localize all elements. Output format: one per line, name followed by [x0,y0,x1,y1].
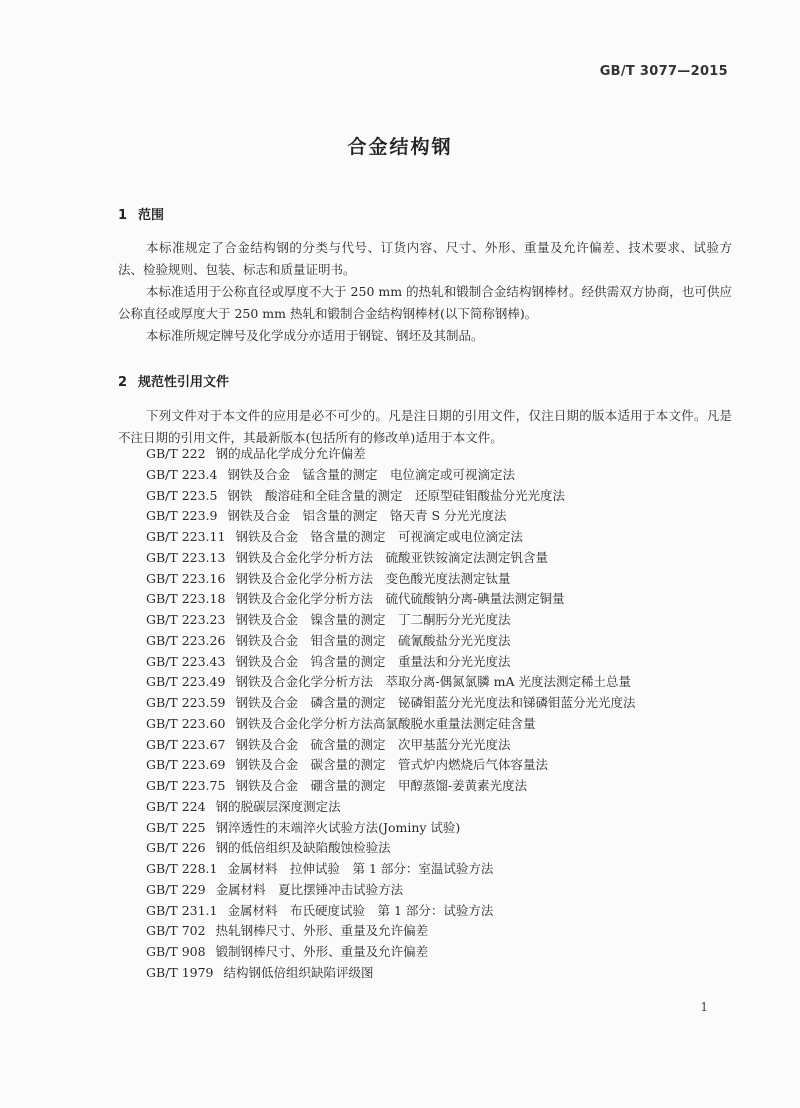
reference-item [146,506,635,527]
reference-title: 钢铁及合金 锰含量的测定 电位滴定或可视滴定法 [227,466,515,482]
reference-code: GB/T 225 [146,819,206,835]
section-number: 2 [118,375,128,390]
reference-code: GB/T 223.5 [146,487,218,503]
reference-title: 钢铁及合金化学分析方法 硫酸亚铁铵滴定法测定钒含量 [235,549,548,565]
reference-title: 钢铁及合金化学分析方法 变色酸光度法测定钛量 [235,570,511,586]
reference-title: 钢铁及合金 铬含量的测定 可视滴定或电位滴定法 [235,529,523,544]
reference-item [146,610,635,631]
section-number: 1 [118,208,128,223]
reference-title: 钢铁及合金 硫含量的测定 次甲基蓝分光光度法 [235,736,511,752]
reference-item [146,631,635,652]
reference-code: GB/T 229 [146,881,206,897]
reference-title: 热轧钢棒尺寸、外形、重量及允许偏差 [215,923,429,939]
reference-code: GB/T 222 [146,446,206,461]
reference-title: 锻制钢棒尺寸、外形、重量及允许偏差 [215,944,429,959]
reference-item [146,589,635,610]
reference-item [146,444,635,465]
reference-title: 钢的低倍组织及缺陷酸蚀检验法 [215,840,391,856]
page-number: 1 [700,1000,708,1014]
reference-title: 钢铁及合金 硼含量的测定 甲醇蒸馏-姜黄素光度法 [235,778,528,793]
section-title: 范围 [138,208,165,223]
reference-item [146,942,635,963]
reference-title: 钢铁及合金 钼含量的测定 硫氰酸盐分光光度法 [235,632,511,648]
reference-title: 钢铁及合金 钨含量的测定 重量法和分光光度法 [235,653,511,669]
reference-code: GB/T 223.18 [146,591,226,607]
standard-number: GB/T 3077—2015 [599,64,728,79]
references-intro-paragraph: 下列文件对于本文件的应用是必不可少的。凡是注日期的引用文件，仅注日期的版本适用于本文件。凡是不注日期的引用文件，其最新版本(包括所有的修改单)适用于本文件。 [118,408,732,445]
reference-item [146,465,635,486]
section-heading-scope [118,204,164,223]
reference-title: 钢铁 酸溶硅和全硅含量的测定 还原型硅钼酸盐分光光度法 [227,487,565,503]
reference-code: GB/T 223.43 [146,653,226,669]
reference-item [146,921,635,942]
reference-title: 结构钢低倍组织缺陷评级图 [223,964,374,980]
reference-code: GB/T 223.11 [146,529,226,544]
reference-title: 钢铁及合金 铝含量的测定 铬天青 S 分光光度法 [227,508,507,524]
reference-code: GB/T 223.69 [146,757,226,773]
reference-title: 钢铁及合金 镍含量的测定 丁二酮肟分光光度法 [235,612,511,627]
reference-item [146,735,635,756]
reference-item [146,755,635,776]
document-title: 合金结构钢 [347,136,453,158]
reference-item [146,880,635,901]
reference-item [146,672,635,693]
section-heading-normative-references [118,371,229,390]
reference-code: GB/T 223.26 [146,632,226,648]
reference-title: 金属材料 拉伸试验 第 1 部分：室温试验方法 [227,861,494,876]
reference-code: GB/T 223.9 [146,508,218,524]
reference-code: GB/T 226 [146,840,206,856]
reference-code: GB/T 231.1 [146,902,218,918]
reference-code: GB/T 223.13 [146,549,226,565]
section-title: 规范性引用文件 [138,375,230,390]
reference-code: GB/T 223.59 [146,695,226,710]
reference-item [146,797,635,818]
reference-item [146,714,635,735]
reference-item [146,901,635,922]
reference-title: 金属材料 夏比摆锤冲击试验方法 [215,881,404,897]
reference-title: 钢的成品化学成分允许偏差 [215,446,366,461]
reference-title: 钢淬透性的末端淬火试验方法(Jominy 试验) [215,819,461,835]
reference-list [146,444,635,984]
reference-code: GB/T 908 [146,944,206,959]
reference-item [146,652,635,673]
reference-item [146,548,635,569]
reference-code: GB/T 223.67 [146,736,226,752]
reference-item [146,486,635,507]
reference-code: GB/T 1979 [146,964,214,980]
reference-title: 钢铁及合金 碳含量的测定 管式炉内燃烧后气体容量法 [235,757,548,773]
reference-title: 钢的脱碳层深度测定法 [215,798,341,814]
reference-code: GB/T 223.60 [146,715,226,731]
reference-code: GB/T 223.16 [146,570,226,586]
reference-title: 钢铁及合金化学分析方法高氯酸脱水重量法测定硅含量 [235,715,536,731]
reference-item [146,818,635,839]
reference-item [146,776,635,797]
reference-title: 金属材料 布氏硬度试验 第 1 部分：试验方法 [227,902,494,918]
reference-code: GB/T 223.4 [146,466,218,482]
reference-item [146,693,635,714]
reference-code: GB/T 224 [146,798,206,814]
scope-paragraph-2: 本标准适用于公称直径或厚度不大于 250 mm 的热轧和锻制合金结构钢棒材。经供需双方协商，也可供应公称直径或厚度大于 250 mm 热轧和锻制合金结构钢棒材(以下简称钢棒)。 [118,284,732,321]
reference-code: GB/T 228.1 [146,861,218,876]
reference-code: GB/T 223.23 [146,612,226,627]
scope-paragraph-1: 本标准规定了合金结构钢的分类与代号、订货内容、尺寸、外形、重量及允许偏差、技术要求、试验方法、检验规则、包装、标志和质量证明书。 [118,240,732,277]
scope-paragraph-3: 本标准所规定牌号及化学成分亦适用于钢锭、钢坯及其制品。 [146,328,484,343]
reference-code: GB/T 223.49 [146,674,226,690]
reference-item [146,838,635,859]
reference-item [146,569,635,590]
reference-title: 钢铁及合金化学分析方法 硫代硫酸钠分离-碘量法测定铜量 [235,591,565,607]
reference-title: 钢铁及合金化学分析方法 萃取分离-偶氮氯膦 mA 光度法测定稀土总量 [235,674,631,690]
reference-item [146,859,635,880]
reference-title: 钢铁及合金 磷含量的测定 铋磷钼蓝分光光度法和锑磷钼蓝分光光度法 [235,695,636,710]
reference-item [146,963,635,984]
reference-code: GB/T 223.75 [146,778,226,793]
reference-code: GB/T 702 [146,923,206,939]
reference-item [146,527,635,548]
